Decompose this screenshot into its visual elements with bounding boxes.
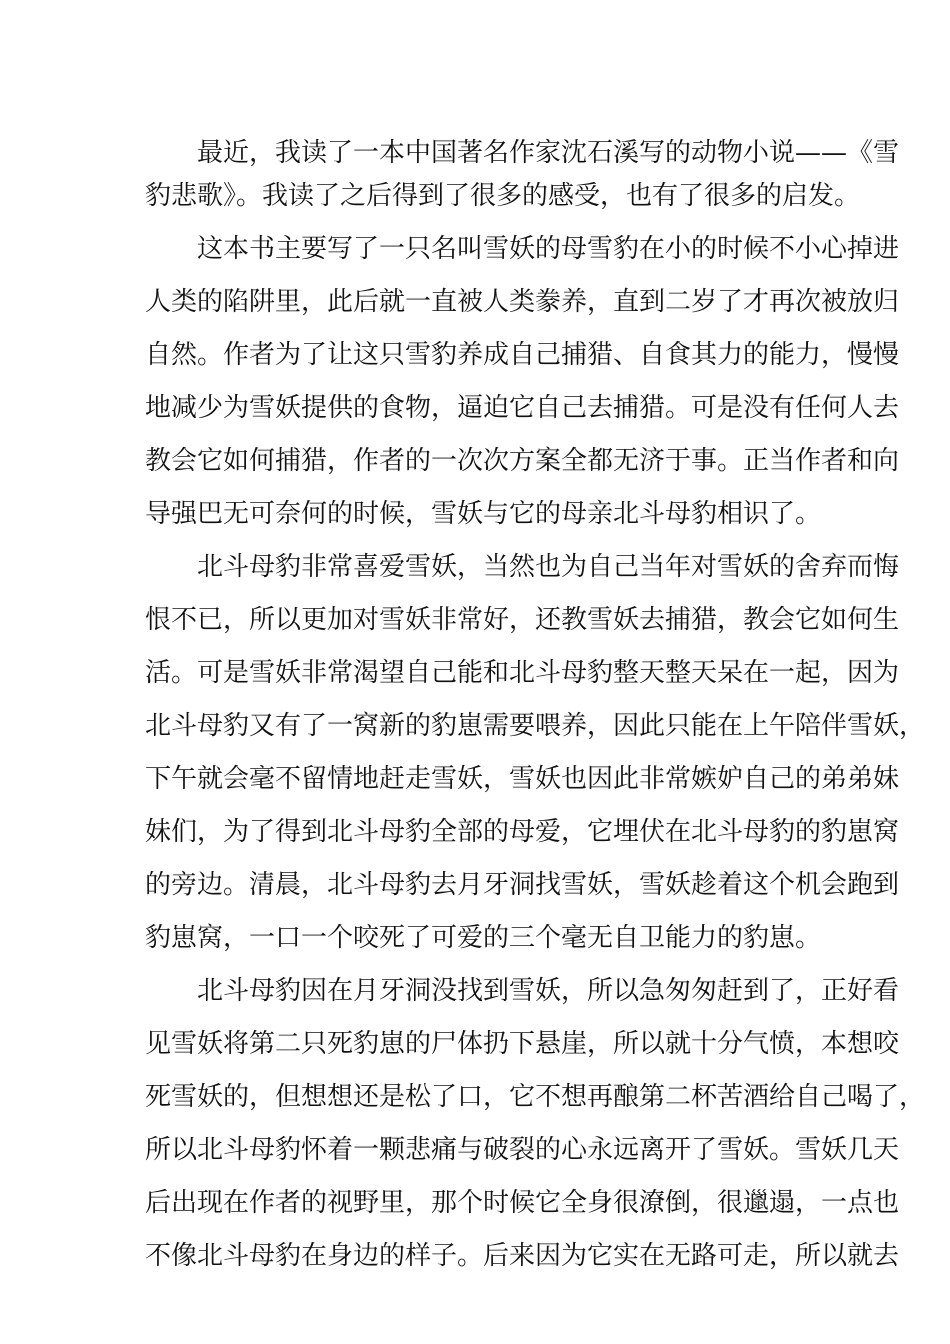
text-line: 北斗母豹因在月牙洞没找到雪妖，所以急匆匆赶到了，正好看 (145, 976, 900, 1006)
text-line: 地减少为雪妖提供的食物，逼迫它自己去捕猎。可是没有任何人去 (145, 393, 900, 423)
text-line: 豹崽窝，一口一个咬死了可爱的三个毫无自卫能力的豹崽。 (145, 923, 822, 953)
text-line: 自然。作者为了让这只雪豹养成自己捕猎、自食其力的能力，慢慢 (145, 340, 900, 370)
text-line: 北斗母豹非常喜爱雪妖，当然也为自己当年对雪妖的舍弃而悔 (145, 552, 900, 582)
text-line: 恨不已，所以更加对雪妖非常好，还教雪妖去捕猎，教会它如何生 (145, 605, 900, 635)
text-line: 不像北斗母豹在身边的样子。后来因为它实在无路可走，所以就去 (145, 1241, 900, 1271)
text-line: 下午就会毫不留情地赶走雪妖，雪妖也因此非常嫉妒自己的弟弟妹 (145, 764, 900, 794)
text-line: 活。可是雪妖非常渴望自己能和北斗母豹整天整天呆在一起，因为 (145, 658, 900, 688)
text-line: 这本书主要写了一只名叫雪妖的母雪豹在小的时候不小心掉进 (145, 234, 900, 264)
text-line: 的旁边。清晨，北斗母豹去月牙洞找雪妖，雪妖趁着这个机会跑到 (145, 870, 900, 900)
text-line: 所以北斗母豹怀着一颗悲痛与破裂的心永远离开了雪妖。雪妖几天 (145, 1135, 900, 1165)
text-line: 死雪妖的，但想想还是松了口，它不想再酿第二杯苦酒给自己喝了， (145, 1082, 926, 1112)
text-line: 教会它如何捕猎，作者的一次次方案全都无济于事。正当作者和向 (145, 446, 900, 476)
text-line: 导强巴无可奈何的时候，雪妖与它的母亲北斗母豹相识了。 (145, 499, 822, 529)
text-line: 人类的陷阱里，此后就一直被人类豢养，直到二岁了才再次被放归 (145, 287, 900, 317)
text-line: 豹悲歌》。我读了之后得到了很多的感受，也有了很多的启发。 (145, 181, 861, 211)
text-line: 见雪妖将第二只死豹崽的尸体扔下悬崖，所以就十分气愤，本想咬 (145, 1029, 900, 1059)
text-line: 北斗母豹又有了一窝新的豹崽需要喂养，因此只能在上午陪伴雪妖， (145, 711, 926, 741)
document-body (145, 132, 926, 1278)
text-line: 最近，我读了一本中国著名作家沈石溪写的动物小说——《雪 (145, 138, 900, 168)
text-line: 妹们，为了得到北斗母豹全部的母爱，它埋伏在北斗母豹的豹崽窝 (145, 817, 900, 847)
text-line: 后出现在作者的视野里，那个时候它全身很潦倒，很邋遢，一点也 (145, 1188, 900, 1218)
